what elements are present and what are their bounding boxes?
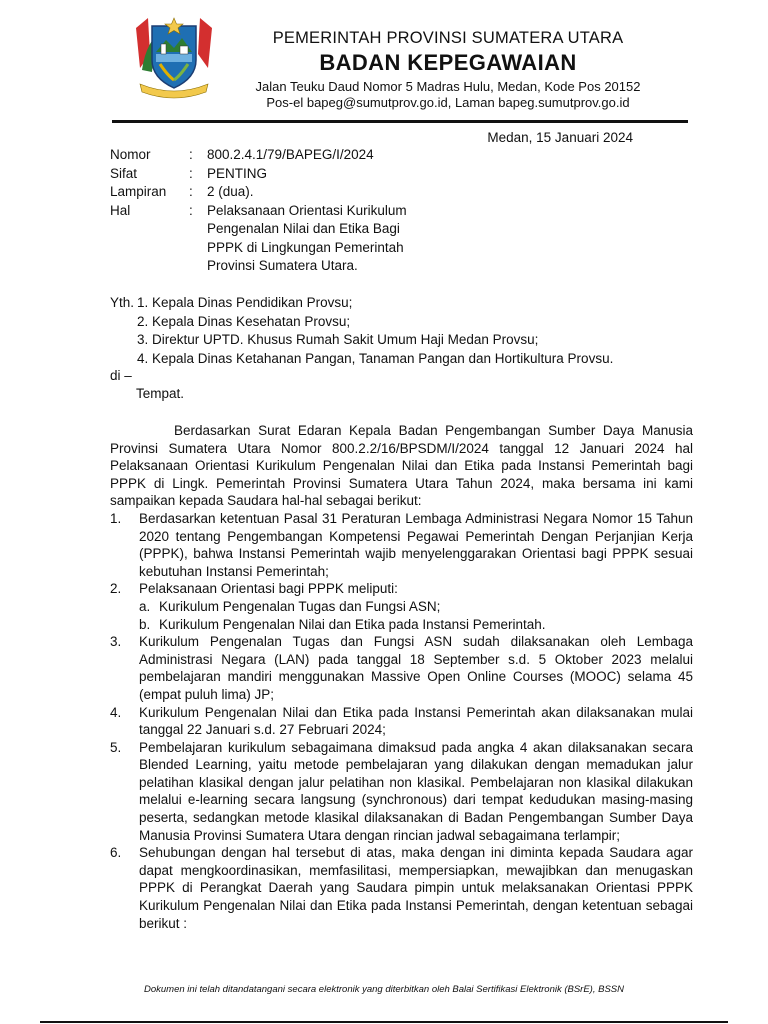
meta-colon: : — [189, 165, 193, 181]
meta-colon: : — [189, 147, 193, 162]
list-text: Pembelajaran kurikulum sebagaimana dimaksud pada angka 4 akan dilaksanakan secara Blended Learning, yaitu metode pembelajaran yang dilakukan dengan memadukan jalur pelatihan klasikal dengan jalur pelatihan non klasikal. Pembelajaran non klasikal dilakukan melalui e-learning secara langsung (synchronous) dari tempat kedudukan masing-masing peserta, sedangkan metode klasikal dilaksanakan di Badan Pengembangan Sumber Daya Manusia Provinsi Sumatera Utara dengan rincian jadwal sebagaimana terlampir; — [139, 739, 693, 843]
numbered-list — [110, 510, 693, 932]
recipient-prefix: Yth. — [110, 295, 135, 310]
meta-label: Hal — [110, 202, 131, 218]
subject-lines — [207, 202, 447, 276]
recipient-item: 3. Direktur UPTD. Khusus Rumah Sakit Umum Haji Medan Provsu; — [137, 332, 539, 347]
meta-label: Sifat — [110, 165, 138, 181]
subject-line: Pelaksanaan Orientasi Kurikulum — [207, 202, 407, 218]
recipient-item: 4. Kepala Dinas Ketahanan Pangan, Tanaman Pangan dan Hortikultura Provsu. — [137, 350, 614, 366]
list-number: 1. — [110, 510, 122, 526]
provincial-emblem-icon — [130, 14, 218, 100]
sub-list-item — [139, 598, 693, 616]
meta-colon: : — [189, 184, 193, 199]
sub-list — [139, 598, 693, 633]
agency-address: Jalan Teuku Daud Nomor 5 Madras Hulu, Medan, Kode Pos 20152 — [255, 79, 641, 94]
list-number: 6. — [110, 845, 122, 861]
meta-value: 800.2.4.1/79/BAPEG/I/2024 — [207, 147, 374, 162]
list-item — [110, 580, 693, 633]
letter-body — [110, 422, 693, 932]
sub-letter: a. — [139, 598, 151, 614]
list-item — [110, 510, 693, 580]
subject-line: Provinsi Sumatera Utara. — [207, 258, 358, 273]
sub-letter: b. — [139, 616, 151, 632]
subject-line: PPPK di Lingkungan Pemerintah — [207, 239, 404, 255]
list-text: Berdasarkan ketentuan Pasal 31 Peraturan Lembaga Administrasi Negara Nomor 15 Tahun 2020 tentang Pengembangan Kompetensi Pegawai Pemerintah Dengan Perjanjian Kerja (PPPK), bahwa Instansi Pemerintah wajib menyelenggarakan Orientasi bagi PPPK sesuai kebutuhan Instansi Pemerintah; — [139, 510, 693, 579]
letterhead-divider — [112, 120, 688, 123]
list-number: 2. — [110, 581, 122, 597]
intro-paragraph: Berdasarkan Surat Edaran Kepala Badan Pengembangan Sumber Daya Manusia Provinsi Sumatera Utara Nomor 800.2.2/16/BPSDM/I/2024 tanggal 12 Januari 2024 hal Pelaksanaan Orientasi Kurikulum Pengenalan Nilai dan Etika pada Instansi Pemerintah bagi PPPK di Lingk. Pemerintah Provinsi Sumatera Utara Tahun 2024, maka bersama ini kami sampaikan kepada Saudara hal-hal sebagai berikut: — [110, 423, 693, 509]
agency-name: BADAN KEPEGAWAIAN — [319, 50, 577, 75]
sub-text: Kurikulum Pengenalan Nilai dan Etika pada Instansi Pemerintah. — [159, 616, 546, 632]
meta-colon: : — [189, 202, 193, 218]
footer-divider — [40, 1021, 728, 1023]
meta-value: 2 (dua). — [207, 184, 254, 199]
list-item — [110, 844, 693, 932]
list-text: Pelaksanaan Orientasi bagi PPPK meliputi: — [139, 581, 398, 597]
list-number: 4. — [110, 704, 122, 720]
subject-line: Pengenalan Nilai dan Etika Bagi — [207, 221, 400, 236]
list-number: 5. — [110, 739, 122, 755]
meta-label: Nomor — [110, 147, 151, 162]
meta-value: PENTING — [207, 165, 268, 181]
letter-date: Medan, 15 Januari 2024 — [487, 130, 633, 145]
recipient-di: di – — [110, 368, 132, 383]
recipient-item: 2. Kepala Dinas Kesehatan Provsu; — [137, 313, 351, 329]
sub-text: Kurikulum Pengenalan Tugas dan Fungsi ASN; — [159, 598, 441, 614]
letterhead — [232, 28, 664, 111]
government-name: PEMERINTAH PROVINSI SUMATERA UTARA — [272, 29, 624, 47]
list-item — [110, 739, 693, 845]
agency-contact: Pos-el bapeg@sumutprov.go.id, Laman bapeg.sumutprov.go.id — [266, 95, 630, 110]
sub-list-item — [139, 616, 693, 634]
list-item — [110, 633, 693, 703]
meta-label: Lampiran — [110, 184, 167, 199]
list-text: Kurikulum Pengenalan Nilai dan Etika pada Instansi Pemerintah akan dilaksanakan mulai tanggal 22 Januari s.d. 27 Februari 2024; — [139, 704, 693, 738]
list-number: 3. — [110, 634, 122, 650]
recipient-tempat: Tempat. — [136, 386, 185, 401]
recipient-item: 1. Kepala Dinas Pendidikan Provsu; — [137, 295, 353, 310]
list-item — [110, 704, 693, 739]
e-signature-note: Dokumen ini telah ditandatangani secara elektronik yang diterbitkan oleh Balai Sertifikasi Elektronik (BSrE), BSSN — [144, 984, 624, 995]
list-text: Kurikulum Pengenalan Tugas dan Fungsi ASN sudah dilaksanakan oleh Lembaga Administrasi Negara (LAN) pada tanggal 18 September s.d. 5 Oktober 2023 melalui pembelajaran mandiri menggunakan Massive Open Online Courses (MOOC) selama 45 (empat puluh lima) JP; — [139, 634, 693, 702]
list-text: Sehubungan dengan hal tersebut di atas, maka dengan ini diminta kepada Saudara agar dapat mengkoordinasikan, memfasilitasi, mempersiapkan, mewajibkan dan menugaskan PPPK di Perangkat Daerah yang Saudara pimpin untuk melaksanakan Orientasi PPPK Kurikulum Pengenalan Nilai dan Etika pada Instansi Pemerintah, dengan ketentuan sebagai berikut : — [139, 845, 693, 931]
